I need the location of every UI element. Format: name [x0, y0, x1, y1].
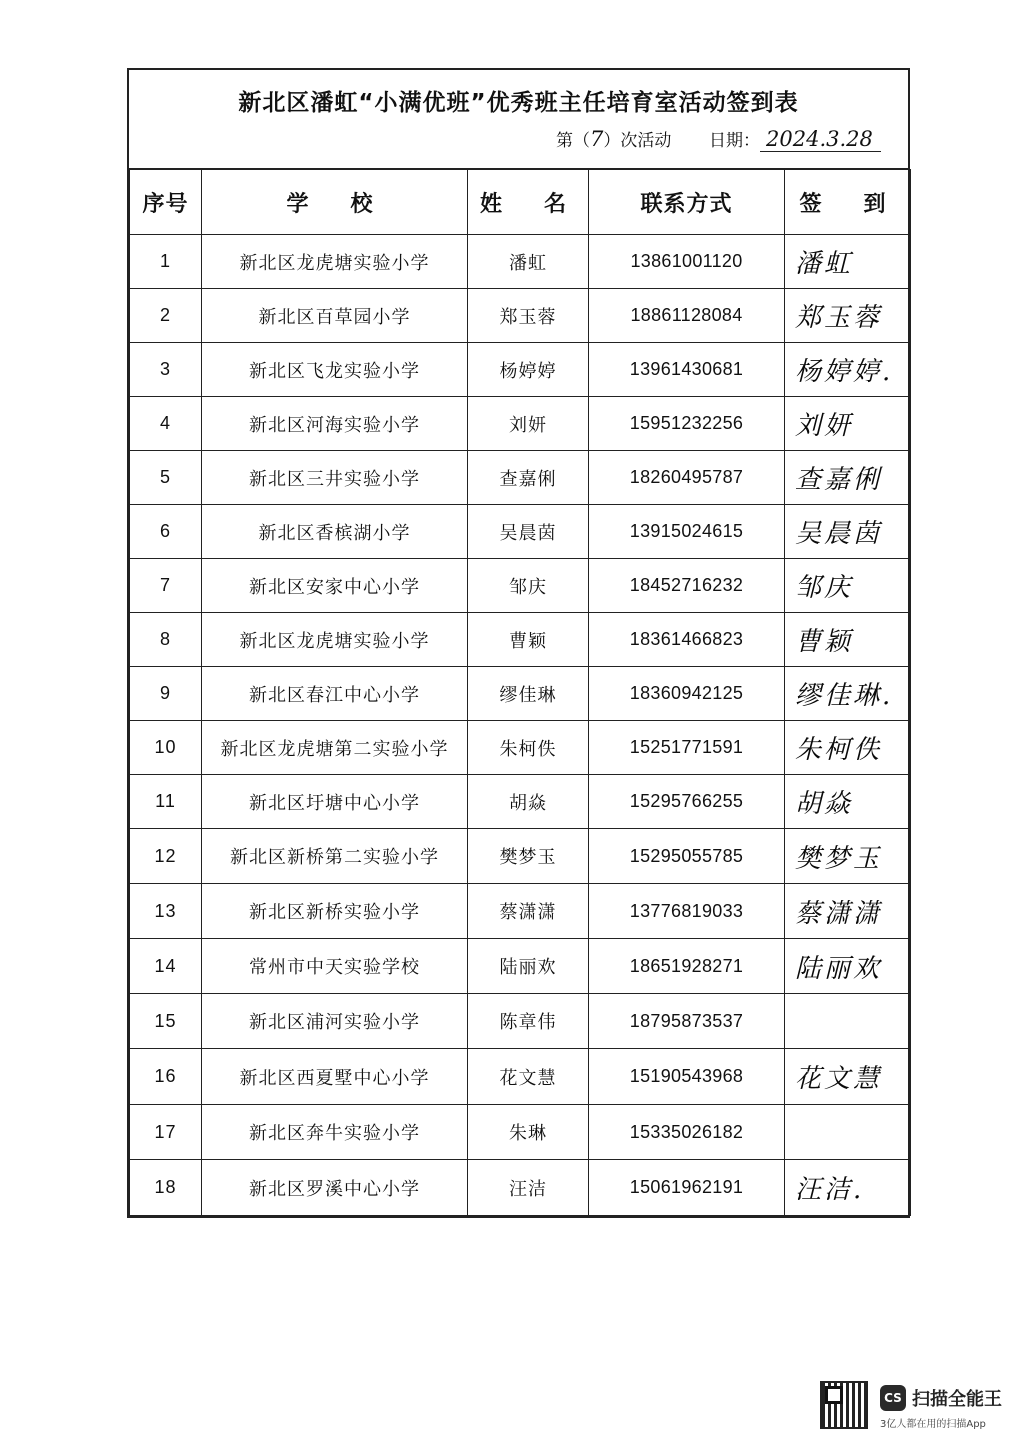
- row-number: 1: [130, 235, 202, 289]
- table-row: [130, 939, 911, 994]
- header-school: 学 校: [202, 170, 468, 235]
- row-number: 7: [130, 559, 202, 613]
- row-signature: 吴晨茵: [785, 505, 911, 559]
- row-name: 朱柯佚: [468, 721, 589, 775]
- table-row: [130, 667, 911, 721]
- activity-number-value: 7: [590, 127, 604, 151]
- table-row: [130, 235, 911, 289]
- row-signature: 杨婷婷.: [785, 343, 911, 397]
- activity-date: [709, 126, 881, 152]
- row-number: 3: [130, 343, 202, 397]
- table-row: [130, 775, 911, 829]
- table-row: [130, 451, 911, 505]
- row-phone: 18260495787: [589, 451, 785, 505]
- row-name: 陈章伟: [468, 994, 589, 1049]
- row-school: 新北区新桥实验小学: [202, 884, 468, 939]
- scanner-watermark: [820, 1381, 1002, 1429]
- row-name: 邹庆: [468, 559, 589, 613]
- table-row: [130, 1105, 911, 1160]
- table-body: [130, 235, 911, 1216]
- row-signature: 花文慧: [785, 1049, 911, 1105]
- row-signature: 潘虹: [785, 235, 911, 289]
- table-row: [130, 1049, 911, 1105]
- qr-code-icon: [820, 1381, 868, 1429]
- row-signature: 胡焱: [785, 775, 911, 829]
- row-school: 新北区河海实验小学: [202, 397, 468, 451]
- row-number: 10: [130, 721, 202, 775]
- row-number: 4: [130, 397, 202, 451]
- row-name: 朱琳: [468, 1105, 589, 1160]
- row-name: 杨婷婷: [468, 343, 589, 397]
- row-number: 9: [130, 667, 202, 721]
- attendance-table: [129, 169, 911, 1216]
- row-phone: 18795873537: [589, 994, 785, 1049]
- row-phone: 13961430681: [589, 343, 785, 397]
- row-phone: 15295766255: [589, 775, 785, 829]
- row-name: 潘虹: [468, 235, 589, 289]
- row-number: 16: [130, 1049, 202, 1105]
- row-name: 陆丽欢: [468, 939, 589, 994]
- row-signature: 刘妍: [785, 397, 911, 451]
- row-signature: 查嘉俐: [785, 451, 911, 505]
- row-signature: 邹庆: [785, 559, 911, 613]
- row-number: 18: [130, 1160, 202, 1216]
- sign-in-sheet: [127, 68, 910, 1218]
- row-name: 曹颖: [468, 613, 589, 667]
- scanner-logo-icon: CS: [880, 1385, 906, 1411]
- table-row: [130, 829, 911, 884]
- table-row: [130, 397, 911, 451]
- row-phone: 15190543968: [589, 1049, 785, 1105]
- row-number: 14: [130, 939, 202, 994]
- row-name: 蔡潇潇: [468, 884, 589, 939]
- table-header-row: [130, 170, 911, 235]
- row-school: 新北区新桥第二实验小学: [202, 829, 468, 884]
- row-signature: 陆丽欢: [785, 939, 911, 994]
- row-signature: 蔡潇潇: [785, 884, 911, 939]
- title-block: [129, 70, 908, 169]
- row-school: 新北区罗溪中心小学: [202, 1160, 468, 1216]
- row-phone: 18360942125: [589, 667, 785, 721]
- row-signature: 郑玉蓉: [785, 289, 911, 343]
- row-phone: 18651928271: [589, 939, 785, 994]
- row-name: 刘妍: [468, 397, 589, 451]
- row-name: 缪佳琳: [468, 667, 589, 721]
- row-signature: 樊梦玉: [785, 829, 911, 884]
- row-number: 13: [130, 884, 202, 939]
- row-number: 8: [130, 613, 202, 667]
- row-signature: 曹颖: [785, 613, 911, 667]
- date-label: 日期：: [709, 131, 760, 151]
- row-phone: 13915024615: [589, 505, 785, 559]
- row-school: 新北区安家中心小学: [202, 559, 468, 613]
- row-number: 15: [130, 994, 202, 1049]
- row-number: 2: [130, 289, 202, 343]
- row-signature: [785, 994, 911, 1049]
- row-school: 新北区百草园小学: [202, 289, 468, 343]
- header-name: 姓 名: [468, 170, 589, 235]
- row-phone: 18452716232: [589, 559, 785, 613]
- row-school: 新北区三井实验小学: [202, 451, 468, 505]
- row-school: 新北区春江中心小学: [202, 667, 468, 721]
- row-phone: 18361466823: [589, 613, 785, 667]
- row-school: 新北区奔牛实验小学: [202, 1105, 468, 1160]
- table-row: [130, 343, 911, 397]
- table-row: [130, 559, 911, 613]
- row-phone: 15061962191: [589, 1160, 785, 1216]
- row-phone: 18861128084: [589, 289, 785, 343]
- row-signature: 朱柯佚: [785, 721, 911, 775]
- row-phone: 13776819033: [589, 884, 785, 939]
- table-row: [130, 505, 911, 559]
- table-row: [130, 613, 911, 667]
- row-name: 汪洁: [468, 1160, 589, 1216]
- row-school: 新北区浦河实验小学: [202, 994, 468, 1049]
- row-name: 花文慧: [468, 1049, 589, 1105]
- row-number: 5: [130, 451, 202, 505]
- activity-number: 第（7）次活动: [556, 127, 672, 151]
- row-name: 查嘉俐: [468, 451, 589, 505]
- row-name: 吴晨茵: [468, 505, 589, 559]
- row-phone: 15251771591: [589, 721, 785, 775]
- row-phone: 13861001120: [589, 235, 785, 289]
- header-number: 序号: [130, 170, 202, 235]
- date-value: 2024.3.28: [760, 127, 881, 152]
- table-row: [130, 994, 911, 1049]
- sheet-title: 新北区潘虹“小满优班”优秀班主任培育室活动签到表: [238, 90, 799, 116]
- row-signature: 汪洁.: [785, 1160, 911, 1216]
- row-name: 胡焱: [468, 775, 589, 829]
- row-school: 常州市中天实验学校: [202, 939, 468, 994]
- row-number: 6: [130, 505, 202, 559]
- table-row: [130, 884, 911, 939]
- row-school: 新北区西夏墅中心小学: [202, 1049, 468, 1105]
- row-signature: 缪佳琳.: [785, 667, 911, 721]
- scanner-brand: 扫描全能王: [912, 1389, 1002, 1410]
- row-school: 新北区龙虎塘实验小学: [202, 235, 468, 289]
- row-number: 17: [130, 1105, 202, 1160]
- row-school: 新北区飞龙实验小学: [202, 343, 468, 397]
- row-school: 新北区香槟湖小学: [202, 505, 468, 559]
- row-phone: 15335026182: [589, 1105, 785, 1160]
- table-row: [130, 289, 911, 343]
- row-phone: 15295055785: [589, 829, 785, 884]
- row-school: 新北区圩塘中心小学: [202, 775, 468, 829]
- row-phone: 15951232256: [589, 397, 785, 451]
- scanner-tagline: 3亿人都在用的扫描App: [880, 1419, 986, 1430]
- header-signature: 签 到: [785, 170, 911, 235]
- row-number: 12: [130, 829, 202, 884]
- table-row: [130, 1160, 911, 1216]
- row-name: 樊梦玉: [468, 829, 589, 884]
- row-number: 11: [130, 775, 202, 829]
- header-contact: 联系方式: [589, 170, 785, 235]
- row-name: 郑玉蓉: [468, 289, 589, 343]
- row-signature: [785, 1105, 911, 1160]
- table-row: [130, 721, 911, 775]
- row-school: 新北区龙虎塘实验小学: [202, 613, 468, 667]
- row-school: 新北区龙虎塘第二实验小学: [202, 721, 468, 775]
